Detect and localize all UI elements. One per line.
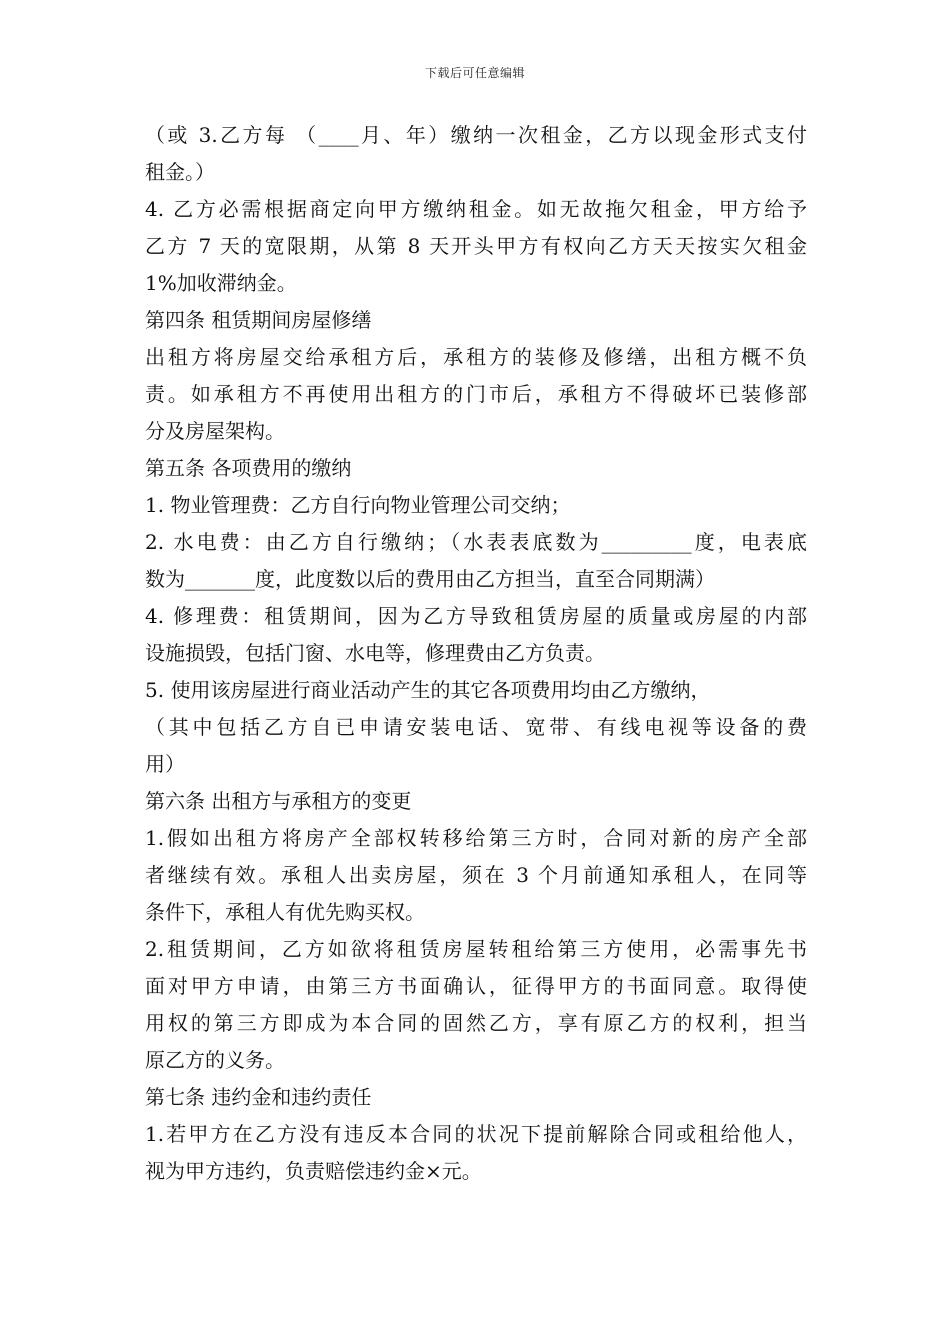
text-line: 用权的第三方即成为本合同的固然乙方，享有原乙方的权利，担当: [145, 1011, 807, 1035]
text-line: 1.若甲方在乙方没有违反本合同的状况下提前解除合同或租给他人，: [145, 1122, 807, 1146]
text-line: 1. 物业管理费：乙方自行向物业管理公司交纳；: [145, 493, 571, 517]
text-line: 1%加收滞纳金。: [145, 271, 297, 295]
page-header-note: 下载后可任意编辑: [424, 66, 525, 80]
text-line: 2. 水电费：由乙方自行缴纳；（水表表底数为_________度，电表底: [145, 530, 807, 554]
text-line: 乙方 7 天的宽限期，从第 8 天开头甲方有权向乙方天天按实欠租金: [145, 234, 807, 258]
text-line: 条件下，承租人有优先购买权。: [145, 900, 425, 924]
document-body: [145, 117, 807, 1190]
text-line: 设施损毁，包括门窗、水电等，修理费由乙方负责。: [145, 641, 605, 665]
text-line: 4. 修理费：租赁期间，因为乙方导致租赁房屋的质量或房屋的内部: [145, 604, 807, 628]
text-line: 分及房屋架构。: [145, 419, 285, 443]
text-line: 责。如承租方不再使用出租方的门市后，承租方不得破坏已装修部: [145, 382, 807, 406]
text-line: 5. 使用该房屋进行商业活动产生的其它各项费用均由乙方缴纳，: [145, 678, 711, 702]
text-line: 租金。）: [145, 160, 215, 184]
section-heading: 第六条 出租方与承租方的变更: [145, 789, 412, 813]
text-line: 视为甲方违约，负责赔偿违约金×元。: [145, 1159, 482, 1183]
section-heading: 第四条 租赁期间房屋修缮: [145, 308, 372, 332]
text-line: 面对甲方申请，由第三方书面确认，征得甲方的书面同意。取得使: [145, 974, 807, 998]
text-line: 2.租赁期间，乙方如欲将租赁房屋转租给第三方使用，必需事先书: [145, 937, 807, 961]
text-line: 者继续有效。承租人出卖房屋，须在 3 个月前通知承租人，在同等: [145, 863, 807, 887]
text-line: 数为_______度，此度数以后的费用由乙方担当，直至合同期满）: [145, 567, 715, 591]
text-line: （或 3.乙方每 （____月、年）缴纳一次租金，乙方以现金形式支付: [145, 123, 807, 147]
text-line: 原乙方的义务。: [145, 1048, 285, 1072]
section-heading: 第五条 各项费用的缴纳: [145, 456, 352, 480]
section-heading: 第七条 违约金和违约责任: [145, 1085, 372, 1109]
text-line: 用）: [145, 752, 185, 776]
text-line: 1.假如出租方将房产全部权转移给第三方时，合同对新的房产全部: [145, 826, 807, 850]
text-line: （其中包括乙方自已申请安装电话、宽带、有线电视等设备的费: [145, 715, 807, 739]
text-line: 出租方将房屋交给承租方后，承租方的装修及修缮，出租方概不负: [145, 345, 807, 369]
text-line: 4. 乙方必需根据商定向甲方缴纳租金。如无故拖欠租金，甲方给予: [145, 197, 807, 221]
